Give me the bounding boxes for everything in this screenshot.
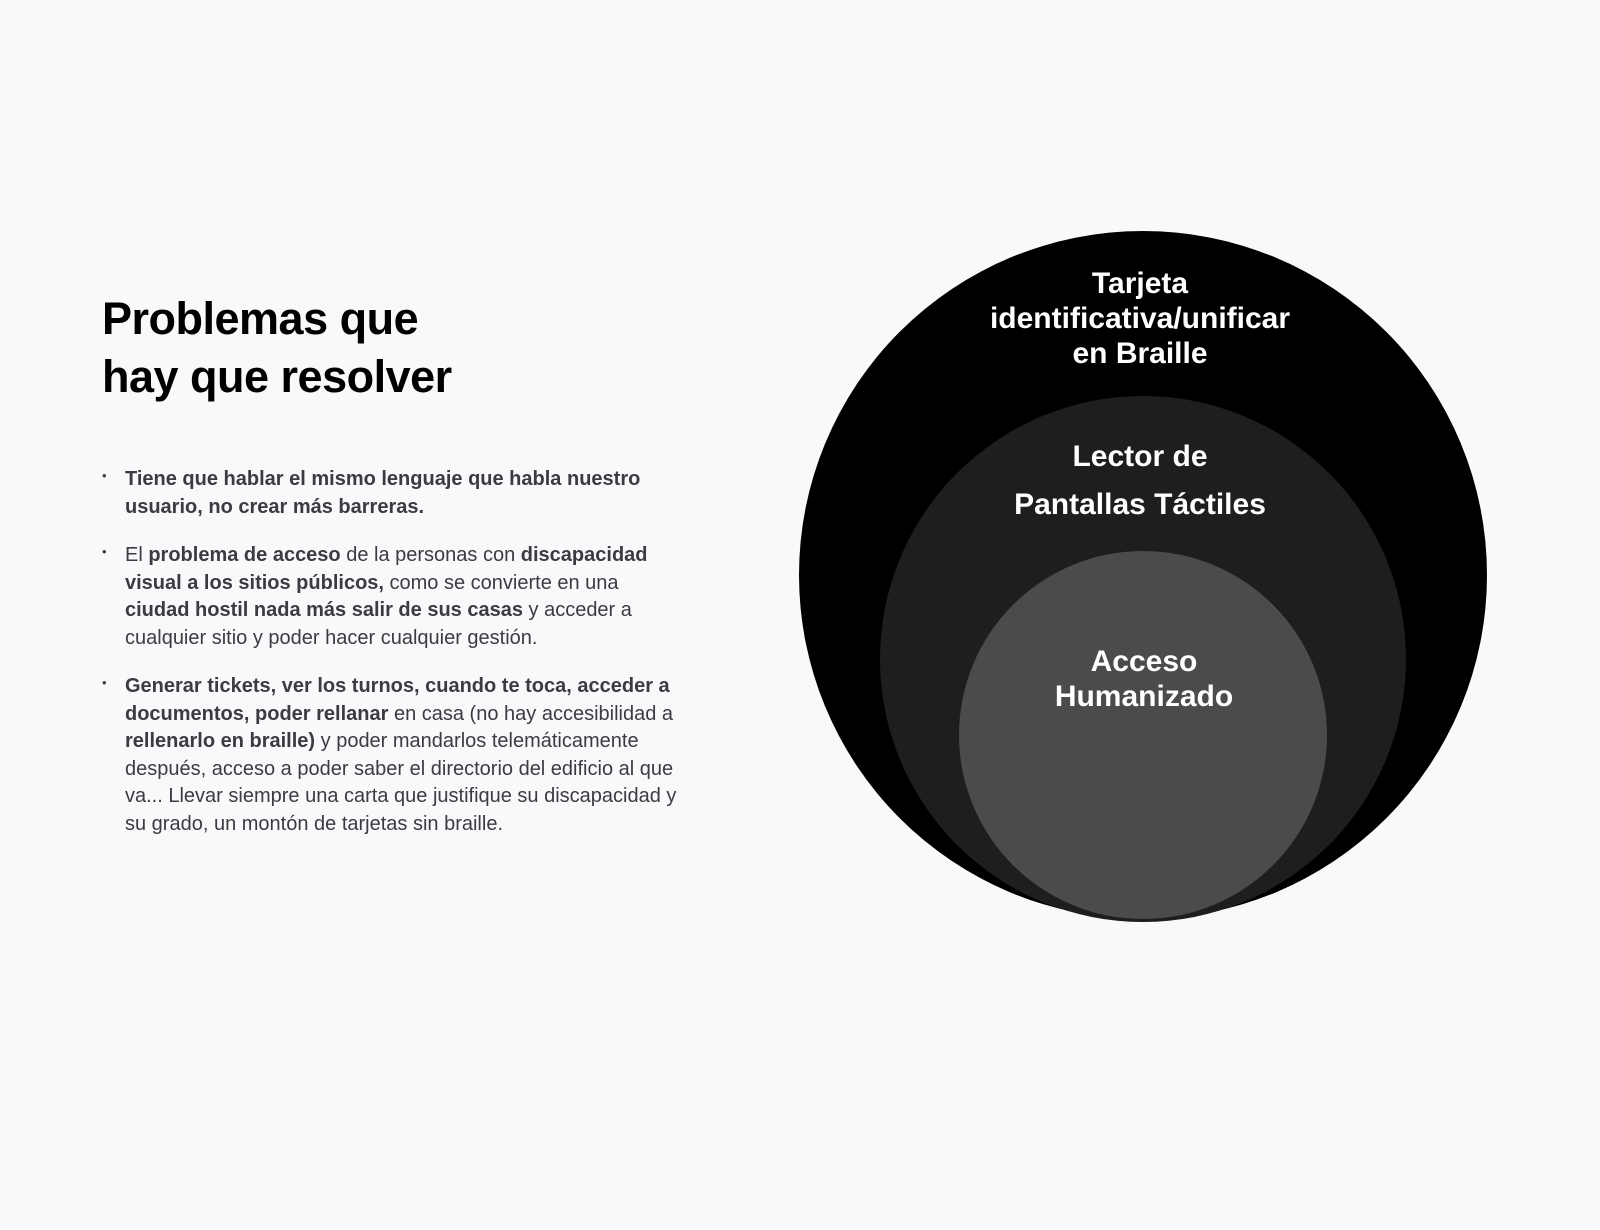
middle-label-line-1: Lector de xyxy=(1072,440,1208,473)
body-text: y acceder a cualquier sitio y poder hacer cualquier gestión. xyxy=(125,599,632,649)
list-item-3 xyxy=(102,673,682,838)
inner-label-line-2: Humanizado xyxy=(1054,680,1234,713)
bullet-dot-icon: • xyxy=(102,468,107,483)
bullet-dot-icon: • xyxy=(102,544,107,559)
body-text: como se convierte en una xyxy=(383,571,619,594)
inner-circle-label xyxy=(964,644,1324,714)
page-title xyxy=(102,290,452,406)
page-title-line-2: hay que resolver xyxy=(102,351,452,402)
middle-label-line-2: Pantallas Táctiles xyxy=(1014,488,1266,521)
list-item-text xyxy=(125,544,648,649)
middle-circle-label xyxy=(940,433,1340,529)
body-text: de la personas con xyxy=(340,544,521,566)
emphasis-text: discapacidad visual a los sitios públicos, xyxy=(125,544,648,594)
list-item-1 xyxy=(102,466,682,521)
outer-label-line-3: en Braille xyxy=(1072,337,1208,370)
outer-circle-label xyxy=(940,266,1340,371)
list-item-text xyxy=(125,675,676,835)
body-text: y poder mandarlos telemáticamente después, acceso a poder saber el directorio del edificio al que va... Llevar siempre una carta que justifique su discapacidad y su grado, un montón de tarjetas sin braille. xyxy=(125,730,677,835)
inner-circle xyxy=(959,551,1327,919)
emphasis-text: ciudad hostil nada más salir de sus casas xyxy=(125,599,523,621)
emphasis-text: Generar tickets, ver los turnos, cuando te toca, acceder a documentos, poder rellanar xyxy=(125,675,670,725)
outer-label-line-2: identificativa/unificar xyxy=(989,302,1291,335)
problems-list xyxy=(102,466,682,859)
page-title-line-1: Problemas que xyxy=(102,293,419,344)
outer-label-line-1: Tarjeta xyxy=(1091,267,1189,300)
body-text: en casa (no hay accesibilidad a xyxy=(388,702,674,725)
list-item-text xyxy=(125,468,640,518)
emphasis-text: rellenarlo en braille) xyxy=(125,730,316,752)
emphasis-text: problema de acceso xyxy=(148,544,341,566)
bullet-dot-icon: • xyxy=(102,675,107,690)
body-text: El xyxy=(125,544,149,566)
inner-label-line-1: Acceso xyxy=(1090,645,1198,678)
emphasis-text: Tiene que hablar el mismo lenguaje que habla nuestro usuario, no crear más barreras. xyxy=(125,468,641,518)
list-item-2 xyxy=(102,542,682,652)
